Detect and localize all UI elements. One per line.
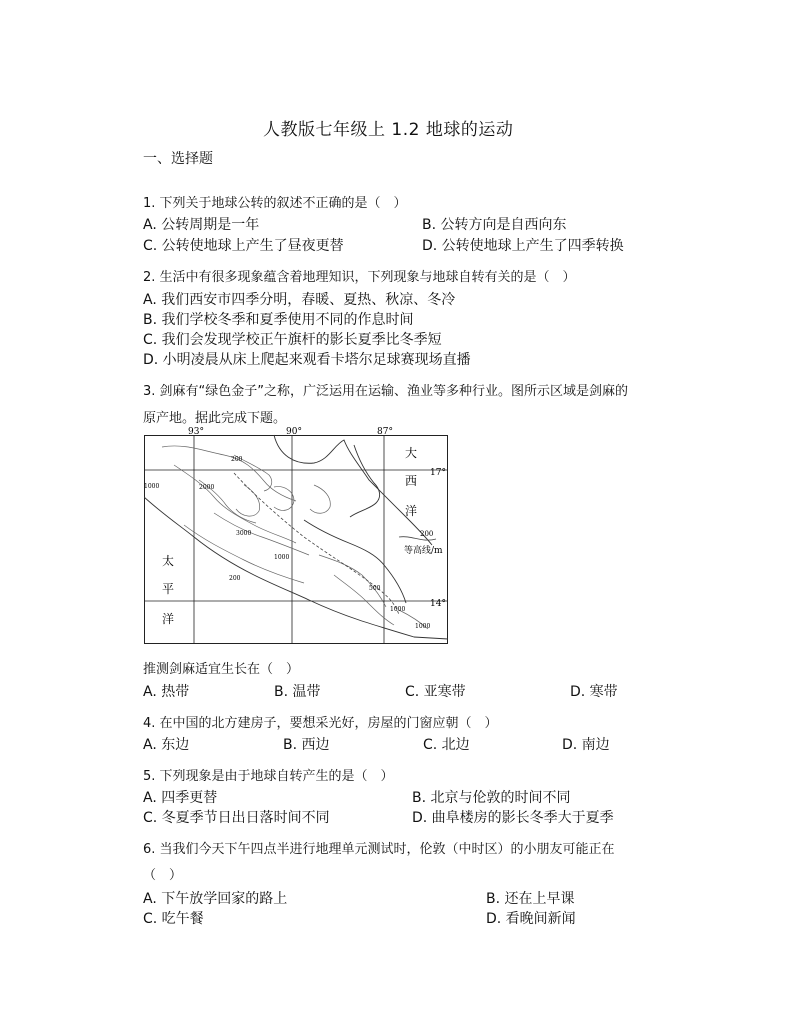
question-6-option-b: B. 还在上早课 bbox=[486, 891, 575, 907]
question-1-option-b: B. 公转方向是自西向东 bbox=[422, 217, 567, 233]
map-lon-87-label: 87° bbox=[377, 427, 393, 437]
map-contour-label: 2000 bbox=[199, 484, 215, 491]
question-1-stem: 1. 下列关于地球公转的叙述不正确的是（ ） bbox=[143, 196, 407, 211]
question-4-option-b: B. 西边 bbox=[283, 737, 330, 753]
map-pacific-char-3: 洋 bbox=[162, 612, 175, 626]
question-6-option-c: C. 吃午餐 bbox=[143, 911, 204, 927]
question-5-stem: 5. 下列现象是由于地球自转产生的是（ ） bbox=[143, 769, 394, 784]
question-3-stem-line-2: 原产地。据此完成下题。 bbox=[143, 411, 287, 426]
question-2-option-a: A. 我们西安市四季分明，春暖、夏热、秋凉、冬冷 bbox=[143, 292, 456, 308]
question-4-option-a: A. 东边 bbox=[143, 737, 190, 753]
section-heading: 一、选择题 bbox=[143, 151, 213, 167]
question-4-stem: 4. 在中国的北方建房子，要想采光好，房屋的门窗应朝（ ） bbox=[143, 716, 498, 731]
map-pacific-char-1: 太 bbox=[162, 554, 175, 568]
map-pacific-char-2: 平 bbox=[162, 582, 175, 596]
question-3-option-c: C. 亚寒带 bbox=[405, 684, 466, 700]
map-contour-label: 1000 bbox=[390, 606, 406, 613]
map-contour-label: 1000 bbox=[415, 623, 431, 630]
page-title: 人教版七年级上 1.2 地球的运动 bbox=[263, 120, 514, 140]
map-atlantic-char-2: 西 bbox=[405, 474, 418, 488]
question-6-stem-line-2: （ ） bbox=[143, 868, 183, 883]
question-5-option-c: C. 冬夏季节日出日落时间不同 bbox=[143, 810, 330, 826]
question-1-option-d: D. 公转使地球上产生了四季转换 bbox=[422, 238, 624, 254]
question-2-stem: 2. 生活中有很多现象蕴含着地理知识，下列现象与地球自转有关的是（ ） bbox=[143, 270, 576, 285]
question-1-option-c: C. 公转使地球上产生了昼夜更替 bbox=[143, 238, 344, 254]
map-contour-label: 3000 bbox=[236, 530, 252, 537]
question-3-option-a: A. 热带 bbox=[143, 684, 190, 700]
question-4-option-d: D. 南边 bbox=[562, 737, 610, 753]
question-2-option-c: C. 我们会发现学校正午旗杆的影长夏季比冬季短 bbox=[143, 332, 442, 348]
question-5-option-a: A. 四季更替 bbox=[143, 790, 218, 806]
map-contour-label: 200 bbox=[229, 575, 241, 582]
map-contour-label: 1000 bbox=[274, 554, 290, 561]
question-4-option-c: C. 北边 bbox=[423, 737, 470, 753]
map-lat-17-label: 17° bbox=[430, 468, 446, 478]
map-contour-label: 500 bbox=[369, 585, 381, 592]
question-5-option-b: B. 北京与伦敦的时间不同 bbox=[412, 790, 571, 806]
question-6-option-d: D. 看晚间新闻 bbox=[486, 911, 576, 927]
question-3-option-b: B. 温带 bbox=[274, 684, 321, 700]
map-legend-value: 200 bbox=[420, 530, 434, 538]
question-6-option-a: A. 下午放学回家的路上 bbox=[143, 891, 288, 907]
question-5-option-d: D. 曲阜楼房的影长冬季大于夏季 bbox=[412, 810, 614, 826]
map-lon-90-label: 90° bbox=[286, 427, 302, 437]
question-2-option-b: B. 我们学校冬季和夏季使用不同的作息时间 bbox=[143, 312, 414, 328]
map-atlantic-char-3: 洋 bbox=[405, 504, 418, 518]
contour-map bbox=[144, 425, 449, 645]
question-3-sub-stem: 推测剑麻适宜生长在（ ） bbox=[143, 662, 300, 677]
map-legend-label: 等高线/m bbox=[404, 546, 443, 556]
question-3-option-d: D. 寒带 bbox=[570, 684, 618, 700]
question-6-stem-line-1: 6. 当我们今天下午四点半进行地理单元测试时，伦敦（中时区）的小朋友可能正在 bbox=[143, 842, 615, 857]
question-3-stem-line-1: 3. 剑麻有“绿色金子”之称，广泛运用在运输、渔业等多种行业。图所示区域是剑麻的 bbox=[143, 384, 629, 399]
question-1-option-a: A. 公转周期是一年 bbox=[143, 217, 260, 233]
map-contour-label: 200 bbox=[231, 456, 243, 463]
map-contour-label: 1000 bbox=[144, 483, 160, 490]
question-2-option-d: D. 小明凌晨从床上爬起来观看卡塔尔足球赛现场直播 bbox=[143, 352, 471, 368]
map-atlantic-char-1: 大 bbox=[405, 446, 418, 460]
map-lon-93-label: 93° bbox=[188, 427, 204, 437]
map-lat-14-label: 14° bbox=[430, 599, 446, 609]
